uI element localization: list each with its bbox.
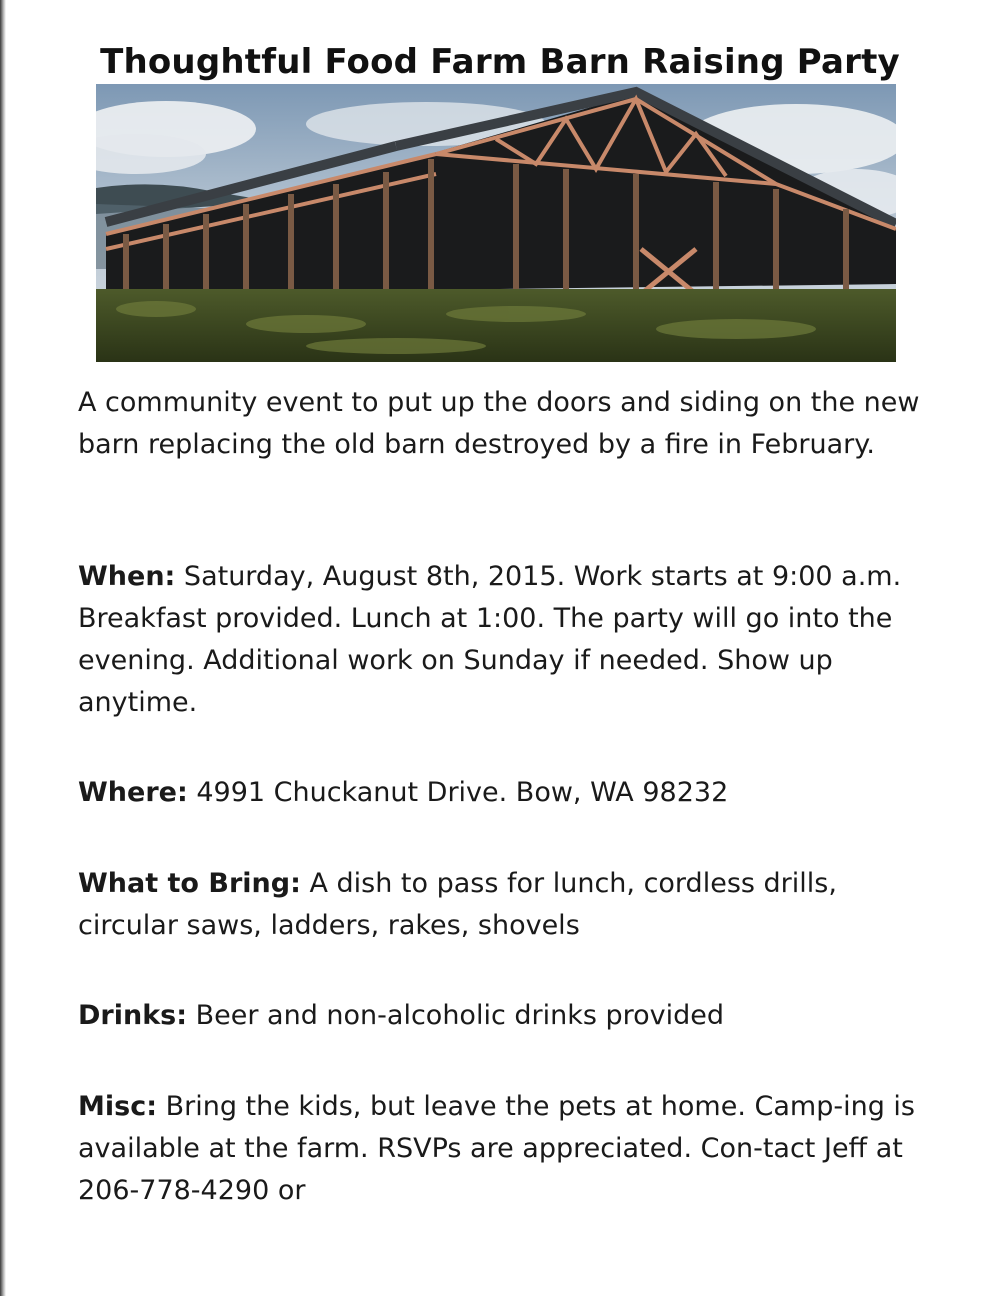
flyer-title: Thoughtful Food Farm Barn Raising Party: [100, 42, 900, 82]
misc-text: Bring the kids, but leave the pets at home. Camp-ing is available at the farm. RSVPs are appreciated. Con-tact Jeff at 206-778-4290 or: [78, 1091, 915, 1206]
scan-edge: [0, 0, 6, 1296]
intro-paragraph: A community event to put up the doors and siding on the new barn replacing the old barn destroyed by a fire in February.: [78, 387, 920, 460]
drinks-text: Beer and non-alcoholic drinks provided: [187, 1000, 725, 1031]
drinks-label: Drinks:: [78, 1000, 188, 1031]
drinks-section: [78, 995, 938, 1037]
bring-label: What to Bring:: [78, 868, 301, 899]
when-section: [78, 556, 938, 724]
where-section: [78, 772, 938, 814]
bring-section: [78, 863, 938, 947]
barn-photo: [96, 84, 896, 362]
misc-section: [78, 1086, 938, 1212]
when-label: When:: [78, 561, 176, 592]
misc-label: Misc:: [78, 1091, 157, 1122]
when-text: Saturday, August 8th, 2015. Work starts at 9:00 a.m. Breakfast provided. Lunch at 1:00. The party will go into the evening. Additional work on Sunday if needed. Show up anytime.: [78, 561, 902, 718]
where-text: 4991 Chuckanut Drive. Bow, WA 98232: [187, 777, 729, 808]
bring-text: A dish to pass for lunch, cordless drills, circular saws, ladders, rakes, shovels: [78, 868, 837, 941]
where-label: Where:: [78, 777, 188, 808]
